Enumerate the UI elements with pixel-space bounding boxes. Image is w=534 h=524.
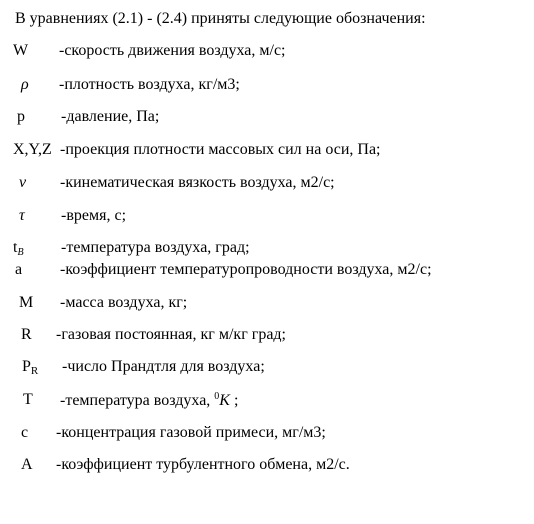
symbol-tau: τ [19, 207, 25, 224]
notation-row-viscosity [0, 174, 534, 196]
symbol-t-subscript: B [17, 247, 24, 258]
symbol-a-upper: A [21, 456, 33, 473]
symbol-pr [22, 358, 38, 377]
description-time: -время, с; [61, 207, 127, 224]
notation-row-absolute-temperature [0, 391, 534, 413]
symbol-xyz: X,Y,Z [13, 141, 52, 158]
description-concentration: -концентрация газовой примеси, мг/м3; [56, 424, 326, 441]
description-prandtl: -число Прандтля для воздуха; [62, 358, 265, 375]
notation-row-air-temperature [0, 239, 534, 261]
symbol-p: p [17, 108, 25, 125]
symbol-t-base: t [13, 239, 18, 256]
description-body-force: -проекция плотности массовых сил на оси, Па; [60, 141, 381, 158]
symbol-nu: ν [19, 174, 27, 191]
description-velocity: -скорость движения воздуха, м/с; [59, 42, 286, 59]
description-air-temperature: -температура воздуха, град; [61, 239, 250, 256]
symbol-w: W [13, 42, 29, 59]
symbol-rho: ρ [21, 76, 29, 93]
notation-row-gas-constant [0, 326, 534, 348]
notation-row-mass [0, 294, 534, 316]
notation-intro: В уравнениях (2.1) - (2.4) приняты следующие обозначения: [15, 10, 426, 27]
description-turbulent-exchange: -коэффициент турбулентного обмена, м2/с. [56, 456, 350, 473]
description-density: -плотность воздуха, кг/м3; [59, 76, 240, 93]
unit-suffix: ; [233, 392, 239, 409]
symbol-t-b [13, 239, 24, 258]
symbol-r: R [21, 326, 32, 343]
description-absolute-temperature-text: -температура воздуха, [60, 392, 211, 409]
unit-superscript: 0 [214, 391, 220, 402]
description-mass: -масса воздуха, кг; [60, 294, 188, 311]
description-gas-constant: -газовая постоянная, кг м/кг град; [56, 326, 286, 343]
symbol-t: T [23, 391, 33, 408]
notation-row-pressure [0, 108, 534, 130]
notation-row-turbulent-exchange [0, 456, 534, 478]
notation-row-body-force [0, 141, 534, 163]
notation-row-concentration [0, 424, 534, 446]
notation-row-thermal-diffusivity [0, 261, 534, 283]
notation-row-density [0, 76, 534, 98]
notation-row-velocity [0, 42, 534, 64]
description-thermal-diffusivity: -коэффициент температуропроводности воздуха, м2/с; [60, 261, 432, 278]
unit-kelvin: K [219, 392, 230, 409]
description-absolute-temperature [60, 391, 238, 410]
symbol-pr-base: P [22, 358, 31, 375]
symbol-c: c [21, 424, 29, 441]
symbol-a: a [15, 261, 23, 278]
notation-row-prandtl [0, 358, 534, 380]
description-viscosity: -кинематическая вязкость воздуха, м2/с; [60, 174, 335, 191]
notation-row-time [0, 207, 534, 229]
symbol-m: M [19, 294, 34, 311]
description-pressure: -давление, Па; [61, 108, 160, 125]
symbol-pr-subscript: R [30, 365, 39, 377]
